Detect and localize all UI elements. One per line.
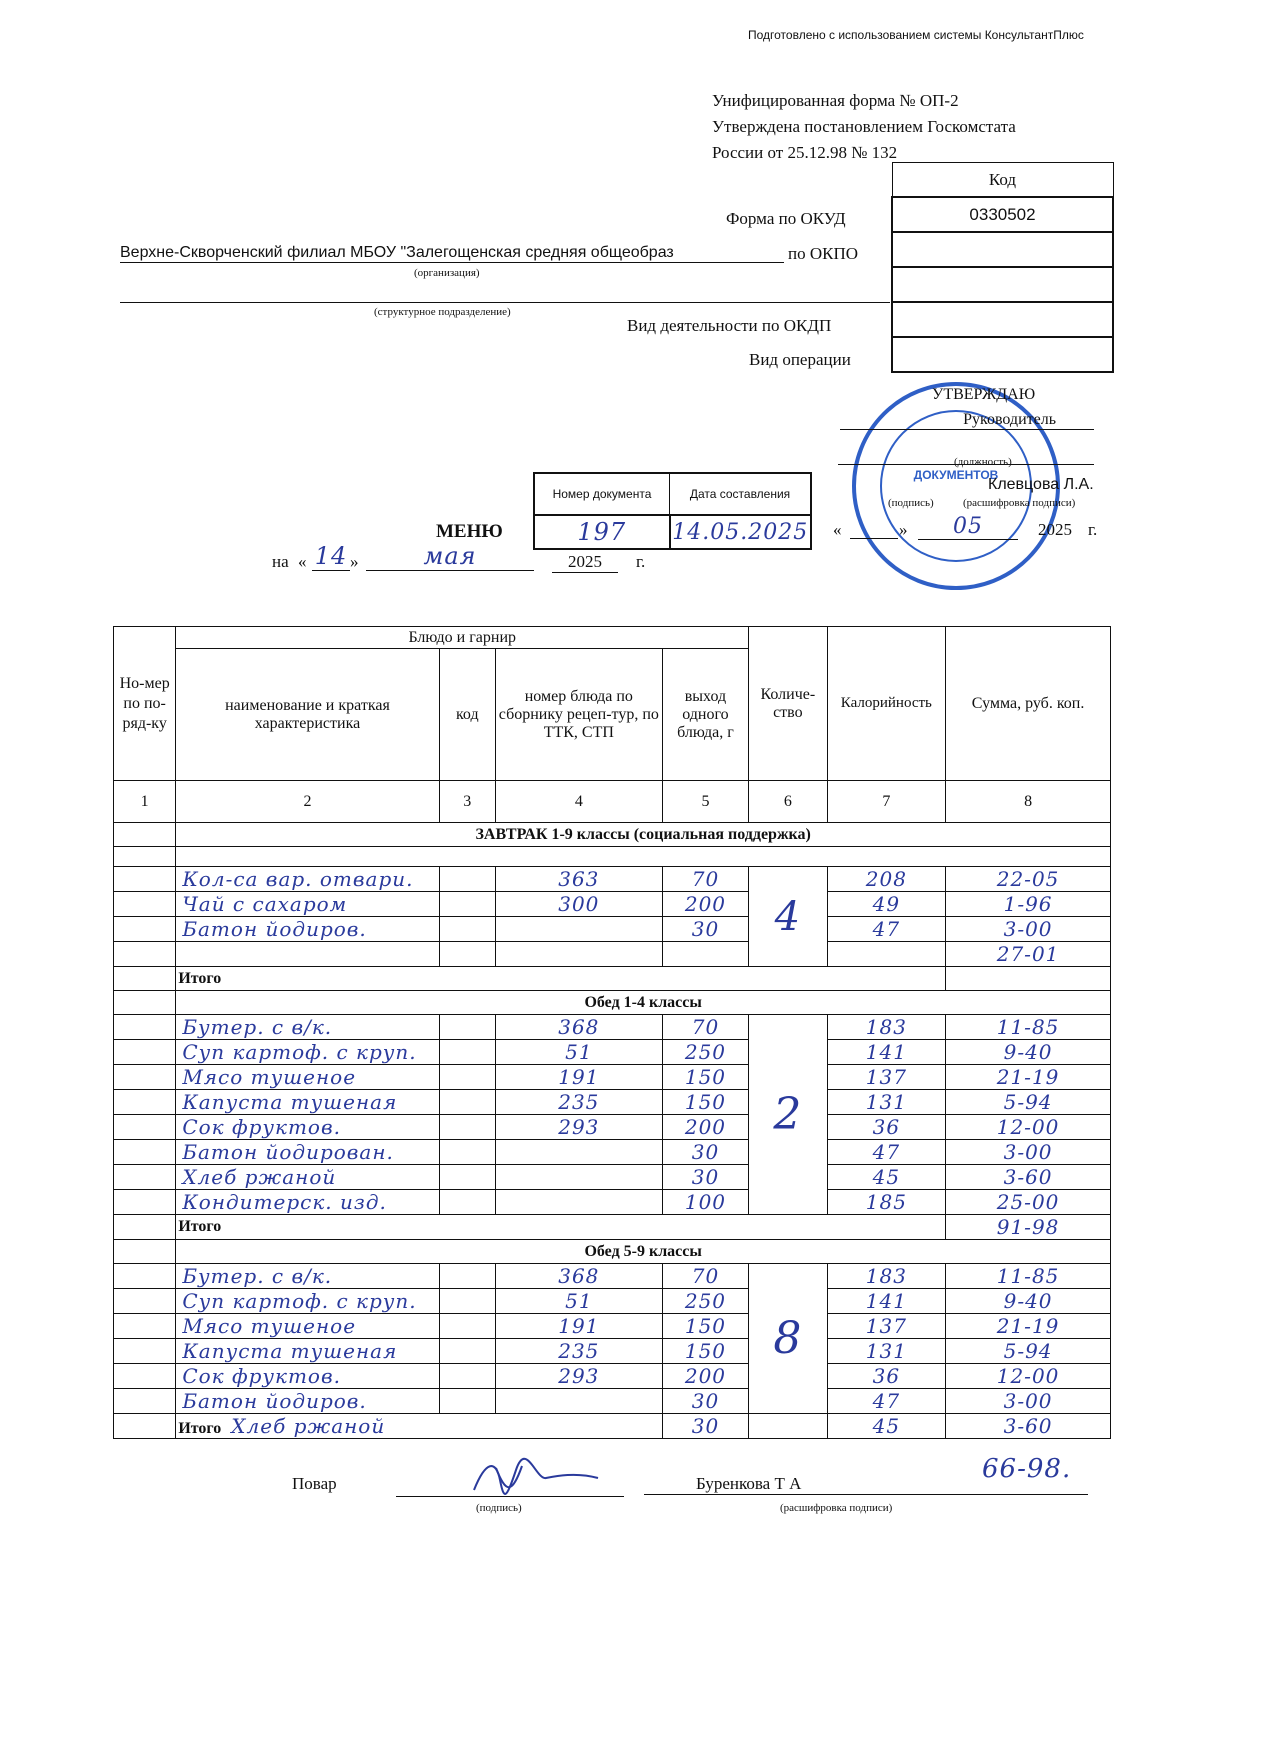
dish-recipe (495, 942, 662, 967)
dish-yield: 150 (662, 1065, 748, 1090)
dish-code (439, 1165, 495, 1190)
dish-name: Батон йодиров. (176, 1389, 439, 1414)
dish-sum: 12-00 (946, 1364, 1111, 1389)
spacer-cell (114, 847, 176, 867)
dish-code (439, 942, 495, 967)
dish-cal: 137 (827, 1314, 946, 1339)
total-extra-cal: 45 (827, 1414, 946, 1439)
col-number-2: 2 (176, 781, 439, 823)
form-line-1: Унифицированная форма № ОП-2 (712, 91, 959, 110)
section-num (114, 823, 176, 847)
okud-value: 0330502 (892, 197, 1113, 232)
total-label-breakfast: Итого (176, 967, 946, 991)
form-approval (712, 88, 1016, 166)
row-num (114, 1289, 176, 1314)
row-num (114, 1414, 176, 1439)
approve-title: УТВЕРЖДАЮ (932, 386, 1036, 403)
dish-sum: 3-00 (946, 917, 1111, 942)
dish-cal: 47 (827, 917, 946, 942)
dish-sum: 27-01 (946, 942, 1111, 967)
row-num (114, 1065, 176, 1090)
cook-signature (466, 1450, 606, 1506)
menu-day: 14 (312, 542, 350, 571)
section-title-lunch-5-9: Обед 5-9 классы (176, 1240, 1111, 1264)
dish-yield: 30 (662, 1165, 748, 1190)
dish-recipe: 368 (495, 1015, 662, 1040)
okpo-value (892, 232, 1113, 267)
menu-year: 2025 (552, 552, 618, 573)
section-num (114, 991, 176, 1015)
approve-date-suffix: г. (1088, 520, 1098, 539)
consultant-note: Подготовлено с использованием системы КонсультантПлюс (748, 28, 1084, 42)
dish-code (439, 1065, 495, 1090)
row-num (114, 917, 176, 942)
approve-name-caption: (расшифровка подписи) (963, 497, 1076, 509)
col-number-8: 8 (946, 781, 1111, 823)
header-num: Но-мер по по-ряд-ку (114, 627, 176, 781)
dish-name: Капуста тушеная (176, 1090, 439, 1115)
dish-cal: 131 (827, 1090, 946, 1115)
col-number-4: 4 (495, 781, 662, 823)
dish-code (439, 1115, 495, 1140)
codes-table (891, 162, 1114, 373)
dish-sum: 5-94 (946, 1090, 1111, 1115)
dish-yield: 100 (662, 1190, 748, 1215)
approve-date-close: » (899, 520, 908, 539)
dish-code (439, 892, 495, 917)
doc-number-value: 197 (534, 515, 670, 549)
header-sum: Сумма, руб. коп. (946, 627, 1111, 781)
row-num (114, 1314, 176, 1339)
total-label-lunch-5-9: Итого (178, 1420, 222, 1437)
dish-recipe: 235 (495, 1339, 662, 1364)
dish-sum: 21-19 (946, 1065, 1111, 1090)
organization-caption: (организация) (414, 267, 480, 279)
dish-cal: 183 (827, 1264, 946, 1289)
dish-yield: 200 (662, 892, 748, 917)
dish-name: Бутер. с в/к. (176, 1264, 439, 1289)
final-total: 66-98. (982, 1454, 1072, 1484)
dish-cal: 185 (827, 1190, 946, 1215)
dish-cal: 183 (827, 1015, 946, 1040)
row-num (114, 1339, 176, 1364)
dish-cal: 131 (827, 1339, 946, 1364)
header-yield: выход одного блюда, г (662, 649, 748, 781)
dish-sum: 12-00 (946, 1115, 1111, 1140)
approve-role-text: Руководитель (963, 411, 1056, 428)
dish-cal: 36 (827, 1115, 946, 1140)
total-value-lunch-1-4: 91-98 (946, 1215, 1111, 1240)
dish-yield (662, 942, 748, 967)
menu-on-label: на (272, 552, 289, 571)
menu-q-close: » (350, 552, 359, 571)
form-line-3: России от 25.12.98 № 132 (712, 143, 898, 162)
dish-name: Капуста тушеная (176, 1339, 439, 1364)
row-num (114, 967, 176, 991)
total-extra-sum: 3-60 (946, 1414, 1111, 1439)
total-extra-yield: 30 (662, 1414, 748, 1439)
dish-cal: 36 (827, 1364, 946, 1389)
dish-recipe (495, 1190, 662, 1215)
dish-recipe (495, 1140, 662, 1165)
row-num (114, 1165, 176, 1190)
row-num (114, 1140, 176, 1165)
approve-position-caption: (должность) (954, 456, 1012, 468)
doc-title: МЕНЮ (436, 521, 503, 542)
dish-cal: 47 (827, 1389, 946, 1414)
dish-name: Кол-са вар. отвари. (176, 867, 439, 892)
dish-recipe: 300 (495, 892, 662, 917)
section-title-breakfast: ЗАВТРАК 1-9 классы (социальная поддержка) (176, 823, 1111, 847)
dish-yield: 150 (662, 1090, 748, 1115)
okdp-value (892, 302, 1113, 337)
cook-name: Буренкова Т А (644, 1474, 1088, 1495)
dish-code (439, 1015, 495, 1040)
dish-cal: 47 (827, 1140, 946, 1165)
dish-sum: 3-60 (946, 1165, 1111, 1190)
approve-sign-line (838, 464, 1094, 465)
dish-cal (827, 942, 946, 967)
dish-recipe (495, 1165, 662, 1190)
dish-code (439, 867, 495, 892)
dish-code (439, 1190, 495, 1215)
approve-date-month: 05 (918, 514, 1018, 540)
dish-code (439, 1339, 495, 1364)
dish-recipe (495, 917, 662, 942)
okpo-label: по ОКПО (788, 244, 859, 263)
approve-date-open: « (833, 520, 842, 539)
header-cal: Калорийность (827, 627, 946, 781)
header-name: наименование и краткая характеристика (176, 649, 439, 781)
dish-name: Батон йодирован. (176, 1140, 439, 1165)
dish-name (176, 942, 439, 967)
row-num (114, 1015, 176, 1040)
total-value-breakfast (946, 967, 1111, 991)
section-qty: 2 (749, 1015, 827, 1215)
dish-name: Батон йодиров. (176, 917, 439, 942)
dish-cal: 208 (827, 867, 946, 892)
dish-sum: 21-19 (946, 1314, 1111, 1339)
cook-label: Повар (292, 1474, 337, 1493)
dish-yield: 30 (662, 917, 748, 942)
col-number-7: 7 (827, 781, 946, 823)
header-dish-group: Блюдо и гарнир (176, 627, 749, 649)
row-num (114, 1364, 176, 1389)
dish-recipe: 363 (495, 867, 662, 892)
dish-name: Суп картоф. с круп. (176, 1040, 439, 1065)
dish-sum: 3-00 (946, 1140, 1111, 1165)
dish-cal: 45 (827, 1165, 946, 1190)
spacer-row (176, 847, 1111, 867)
col-number-1: 1 (114, 781, 176, 823)
approve-role (840, 411, 1094, 430)
dish-yield: 30 (662, 1140, 748, 1165)
row-num (114, 1264, 176, 1289)
dish-code (439, 1364, 495, 1389)
dish-recipe: 293 (495, 1364, 662, 1389)
kod-header: Код (892, 163, 1113, 198)
dish-cal: 137 (827, 1065, 946, 1090)
dish-yield: 70 (662, 1264, 748, 1289)
total-extra-qty (749, 1414, 827, 1439)
dish-name: Кондитерск. изд. (176, 1190, 439, 1215)
subdivision-line (120, 302, 890, 303)
dish-yield: 250 (662, 1040, 748, 1065)
dish-sum: 25-00 (946, 1190, 1111, 1215)
dish-yield: 200 (662, 1364, 748, 1389)
header-qty: Количе-ство (749, 627, 827, 781)
okdp-label: Вид деятельности по ОКДП (627, 316, 832, 335)
row-num (114, 1190, 176, 1215)
dish-recipe: 368 (495, 1264, 662, 1289)
dish-recipe: 51 (495, 1040, 662, 1065)
dish-sum: 9-40 (946, 1040, 1111, 1065)
total-cell-lunch-5-9 (176, 1414, 662, 1439)
doc-number-header: Номер документа (534, 473, 670, 515)
dish-cal: 141 (827, 1289, 946, 1314)
row-num (114, 1090, 176, 1115)
dish-cal: 49 (827, 892, 946, 917)
header-recipe: номер блюда по сборнику рецеп-тур, по ТТК, СТП (495, 649, 662, 781)
dish-cal: 141 (827, 1040, 946, 1065)
dish-recipe: 235 (495, 1090, 662, 1115)
dish-sum: 3-00 (946, 1389, 1111, 1414)
dish-name: Мясо тушеное (176, 1065, 439, 1090)
row-num (114, 942, 176, 967)
dish-code (439, 1289, 495, 1314)
dish-code (439, 1389, 495, 1414)
dish-sum: 9-40 (946, 1289, 1111, 1314)
dish-yield: 200 (662, 1115, 748, 1140)
dish-code (439, 1140, 495, 1165)
okud-label: Форма по ОКУД (726, 209, 846, 228)
dish-sum: 11-85 (946, 1264, 1111, 1289)
dish-sum: 11-85 (946, 1015, 1111, 1040)
dish-recipe: 293 (495, 1115, 662, 1140)
total-extra-name: Хлеб ржаной (231, 1414, 386, 1438)
approve-signature-caption: (подпись) (888, 497, 934, 509)
dish-recipe: 191 (495, 1065, 662, 1090)
dish-recipe: 191 (495, 1314, 662, 1339)
dish-yield: 70 (662, 1015, 748, 1040)
seal-text: ДОКУМЕНТОВ (913, 468, 999, 482)
dish-sum: 5-94 (946, 1339, 1111, 1364)
row-num (114, 1040, 176, 1065)
dish-yield: 150 (662, 1314, 748, 1339)
form-line-2: Утверждена постановлением Госкомстата (712, 117, 1016, 136)
dish-yield: 250 (662, 1289, 748, 1314)
dish-code (439, 1264, 495, 1289)
row-num (114, 892, 176, 917)
dish-sum: 22-05 (946, 867, 1111, 892)
organization-name: Верхне-Скворченский филиал МБОУ "Залегощенская средняя общеобраз (120, 244, 784, 263)
approve-date-day-line (850, 538, 898, 539)
col-number-5: 5 (662, 781, 748, 823)
operation-value (892, 337, 1113, 372)
col-number-3: 3 (439, 781, 495, 823)
cook-name-caption: (расшифровка подписи) (780, 1502, 893, 1514)
section-num (114, 1240, 176, 1264)
doc-date-header: Дата составления (670, 473, 812, 515)
operation-label: Вид операции (749, 350, 851, 369)
row-num (114, 1115, 176, 1140)
menu-q-open: « (298, 552, 307, 571)
dish-name: Суп картоф. с круп. (176, 1289, 439, 1314)
empty-code-cell (892, 267, 1113, 302)
subdivision-caption: (структурное подразделение) (374, 306, 511, 318)
dish-name: Сок фруктов. (176, 1115, 439, 1140)
row-num (114, 867, 176, 892)
doc-date-value: 14.05.2025 (670, 515, 812, 549)
total-label-lunch-1-4: Итого (176, 1215, 946, 1240)
dish-code (439, 1314, 495, 1339)
dish-yield: 30 (662, 1389, 748, 1414)
col-number-6: 6 (749, 781, 827, 823)
dish-yield: 70 (662, 867, 748, 892)
dish-name: Сок фруктов. (176, 1364, 439, 1389)
row-num (114, 1215, 176, 1240)
dish-yield: 150 (662, 1339, 748, 1364)
cook-sign-caption: (подпись) (476, 1502, 522, 1514)
section-qty: 4 (749, 867, 827, 967)
dish-code (439, 917, 495, 942)
dish-name: Чай с сахаром (176, 892, 439, 917)
approve-name: Клевцова Л.А. (988, 476, 1094, 493)
section-qty: 8 (749, 1264, 827, 1414)
dish-name: Мясо тушеное (176, 1314, 439, 1339)
menu-table (113, 626, 1111, 1439)
dish-name: Хлеб ржаной (176, 1165, 439, 1190)
dish-code (439, 1040, 495, 1065)
section-title-lunch-1-4: Обед 1-4 классы (176, 991, 1111, 1015)
dish-recipe: 51 (495, 1289, 662, 1314)
header-code: код (439, 649, 495, 781)
dish-name: Бутер. с в/к. (176, 1015, 439, 1040)
dish-sum: 1-96 (946, 892, 1111, 917)
doc-number-table (533, 472, 812, 550)
menu-month: мая (366, 542, 534, 571)
menu-year-suffix: г. (636, 552, 646, 571)
dish-code (439, 1090, 495, 1115)
dish-recipe (495, 1389, 662, 1414)
row-num (114, 1389, 176, 1414)
approve-date-year: 2025 (1038, 520, 1072, 539)
